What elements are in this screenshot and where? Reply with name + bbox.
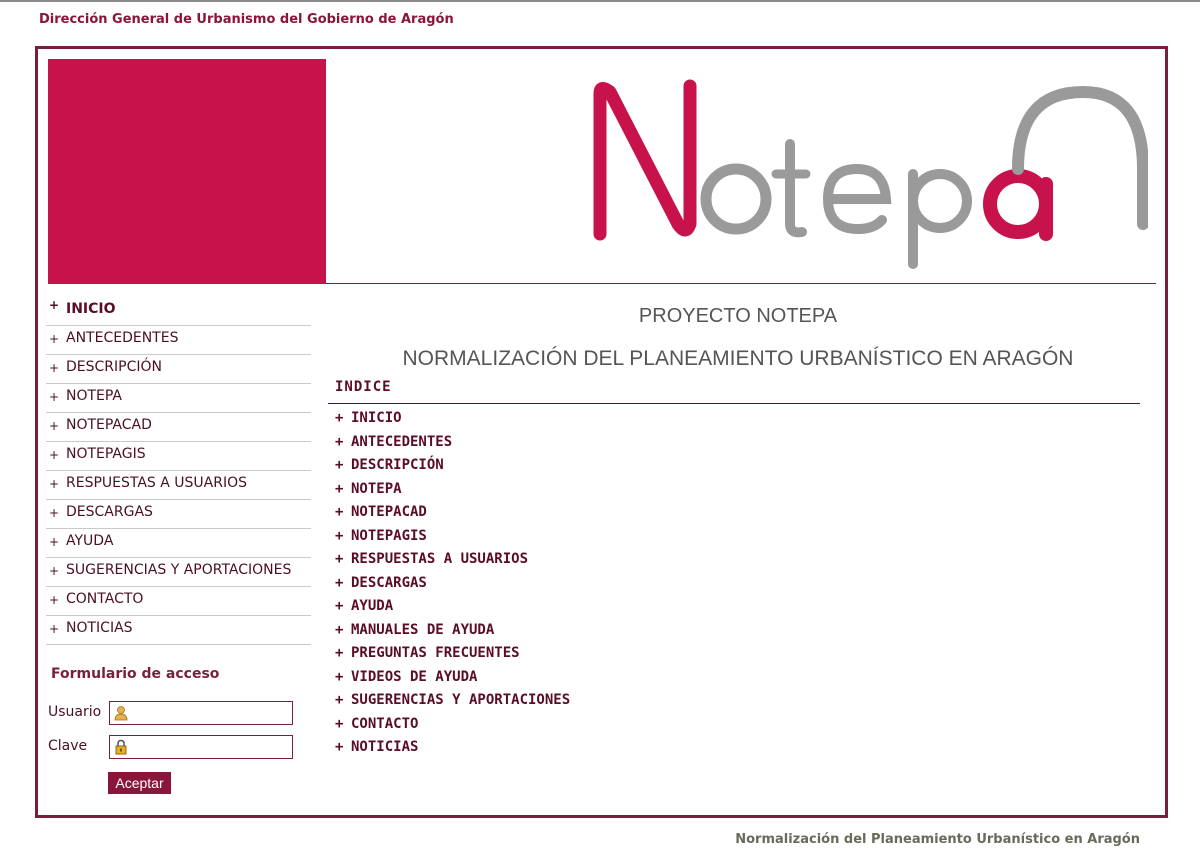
index-list — [335, 407, 570, 760]
plus-icon: + — [335, 410, 344, 426]
user-icon — [113, 705, 129, 721]
sidebar-item-notepa[interactable] — [46, 384, 311, 413]
page-title: NORMALIZACIÓN DEL PLANEAMIENTO URBANÍSTICO EN ARAGÓN — [402, 347, 1074, 370]
index-link[interactable] — [335, 431, 570, 455]
index-link-label: AYUDA — [351, 598, 394, 614]
index-link[interactable] — [335, 548, 570, 572]
sidebar-item-label: NOTEPACAD — [66, 417, 152, 433]
sidebar-item-antecedentes[interactable] — [46, 326, 311, 355]
plus-icon: + — [335, 457, 344, 473]
notepa-logo — [578, 74, 1148, 274]
sidebar-item-label: RESPUESTAS A USUARIOS — [66, 475, 248, 491]
site-owner-title: Dirección General de Urbanismo del Gobierno de Aragón — [39, 12, 454, 27]
index-heading: INDICE — [335, 379, 392, 395]
index-link[interactable] — [335, 454, 570, 478]
sidebar-item-notepagis[interactable] — [46, 442, 311, 471]
top-divider — [0, 0, 1200, 2]
sidebar-nav — [46, 297, 311, 645]
index-link[interactable] — [335, 572, 570, 596]
plus-icon: + — [335, 715, 344, 732]
index-divider — [328, 403, 1140, 404]
plus-icon: + — [49, 477, 60, 491]
plus-icon: + — [335, 645, 344, 661]
sidebar-item-label: CONTACTO — [66, 591, 144, 607]
plus-icon: + — [49, 419, 60, 433]
index-link-label: NOTICIAS — [351, 739, 419, 755]
header-divider — [326, 283, 1156, 284]
plus-icon: + — [49, 535, 60, 549]
plus-icon: + — [335, 692, 344, 708]
header-color-block — [48, 59, 326, 284]
sidebar-item-label: NOTEPAGIS — [66, 446, 146, 462]
plus-icon: + — [335, 433, 344, 450]
accept-button[interactable]: Aceptar — [108, 772, 171, 794]
footer-text: Normalización del Planeamiento Urbanístico en Aragón — [735, 832, 1140, 847]
index-link[interactable] — [335, 736, 570, 760]
index-link[interactable] — [335, 407, 570, 431]
index-link-label: NOTEPACAD — [351, 504, 427, 520]
index-link-label: INICIO — [351, 410, 402, 426]
sidebar-item-respuestas-a-usuarios[interactable] — [46, 471, 311, 500]
password-input[interactable] — [109, 735, 293, 759]
project-title: PROYECTO NOTEPA — [638, 305, 838, 327]
index-link-label: NOTEPA — [351, 480, 402, 497]
sidebar-item-label: NOTEPA — [66, 388, 123, 404]
index-link[interactable] — [335, 642, 570, 666]
sidebar-item-sugerencias-y-aportaciones[interactable] — [46, 558, 311, 587]
plus-icon: + — [335, 504, 344, 520]
plus-icon: + — [335, 739, 344, 755]
plus-icon: + — [335, 598, 344, 614]
index-link[interactable] — [335, 501, 570, 525]
plus-icon: + — [49, 448, 60, 462]
plus-icon: + — [335, 551, 344, 567]
plus-icon: + — [49, 332, 60, 346]
index-link-label: CONTACTO — [351, 715, 419, 732]
user-input[interactable] — [109, 701, 293, 725]
sidebar-item-ayuda[interactable] — [46, 529, 311, 558]
plus-icon: + — [335, 527, 344, 544]
index-link[interactable] — [335, 713, 570, 737]
index-link[interactable] — [335, 689, 570, 713]
plus-icon: + — [49, 298, 60, 312]
login-form-title: Formulario de acceso — [51, 666, 220, 682]
index-link[interactable] — [335, 595, 570, 619]
plus-icon: + — [49, 390, 60, 404]
index-link-label: MANUALES DE AYUDA — [351, 621, 495, 638]
index-link-label: RESPUESTAS A USUARIOS — [351, 551, 529, 567]
sidebar-item-noticias[interactable] — [46, 616, 311, 645]
sidebar-item-inicio[interactable] — [46, 297, 311, 326]
sidebar-item-label: ANTECEDENTES — [66, 330, 179, 346]
index-link-label: NOTEPAGIS — [351, 527, 427, 544]
plus-icon: + — [49, 622, 60, 636]
plus-icon: + — [49, 593, 60, 607]
password-label: Clave — [48, 738, 88, 754]
sidebar-item-label: DESCARGAS — [66, 504, 153, 520]
page-frame — [35, 46, 1168, 818]
index-link-label: VIDEOS DE AYUDA — [351, 668, 478, 685]
index-link-label: DESCARGAS — [351, 574, 427, 591]
sidebar-item-descripción[interactable] — [46, 355, 311, 384]
sidebar-item-notepacad[interactable] — [46, 413, 311, 442]
index-link-label: DESCRIPCIÓN — [351, 457, 444, 473]
index-link[interactable] — [335, 478, 570, 502]
sidebar-item-contacto[interactable] — [46, 587, 311, 616]
plus-icon: + — [49, 564, 60, 578]
sidebar-item-label: NOTICIAS — [66, 620, 133, 636]
plus-icon: + — [335, 668, 344, 685]
lock-icon — [113, 739, 129, 755]
sidebar-item-label: SUGERENCIAS Y APORTACIONES — [66, 562, 292, 578]
sidebar-item-label: DESCRIPCIÓN — [66, 359, 162, 375]
plus-icon: + — [335, 621, 344, 638]
index-link[interactable] — [335, 666, 570, 690]
plus-icon: + — [335, 574, 344, 591]
plus-icon: + — [49, 506, 60, 520]
index-link[interactable] — [335, 619, 570, 643]
index-link[interactable] — [335, 525, 570, 549]
user-label: Usuario — [48, 704, 102, 720]
index-link-label: SUGERENCIAS Y APORTACIONES — [351, 692, 571, 708]
sidebar-item-descargas[interactable] — [46, 500, 311, 529]
plus-icon: + — [335, 480, 344, 497]
plus-icon: + — [49, 361, 60, 375]
index-link-label: PREGUNTAS FRECUENTES — [351, 645, 520, 661]
sidebar-item-label: AYUDA — [66, 533, 114, 549]
sidebar-item-label: INICIO — [66, 301, 116, 317]
index-link-label: ANTECEDENTES — [351, 433, 453, 450]
